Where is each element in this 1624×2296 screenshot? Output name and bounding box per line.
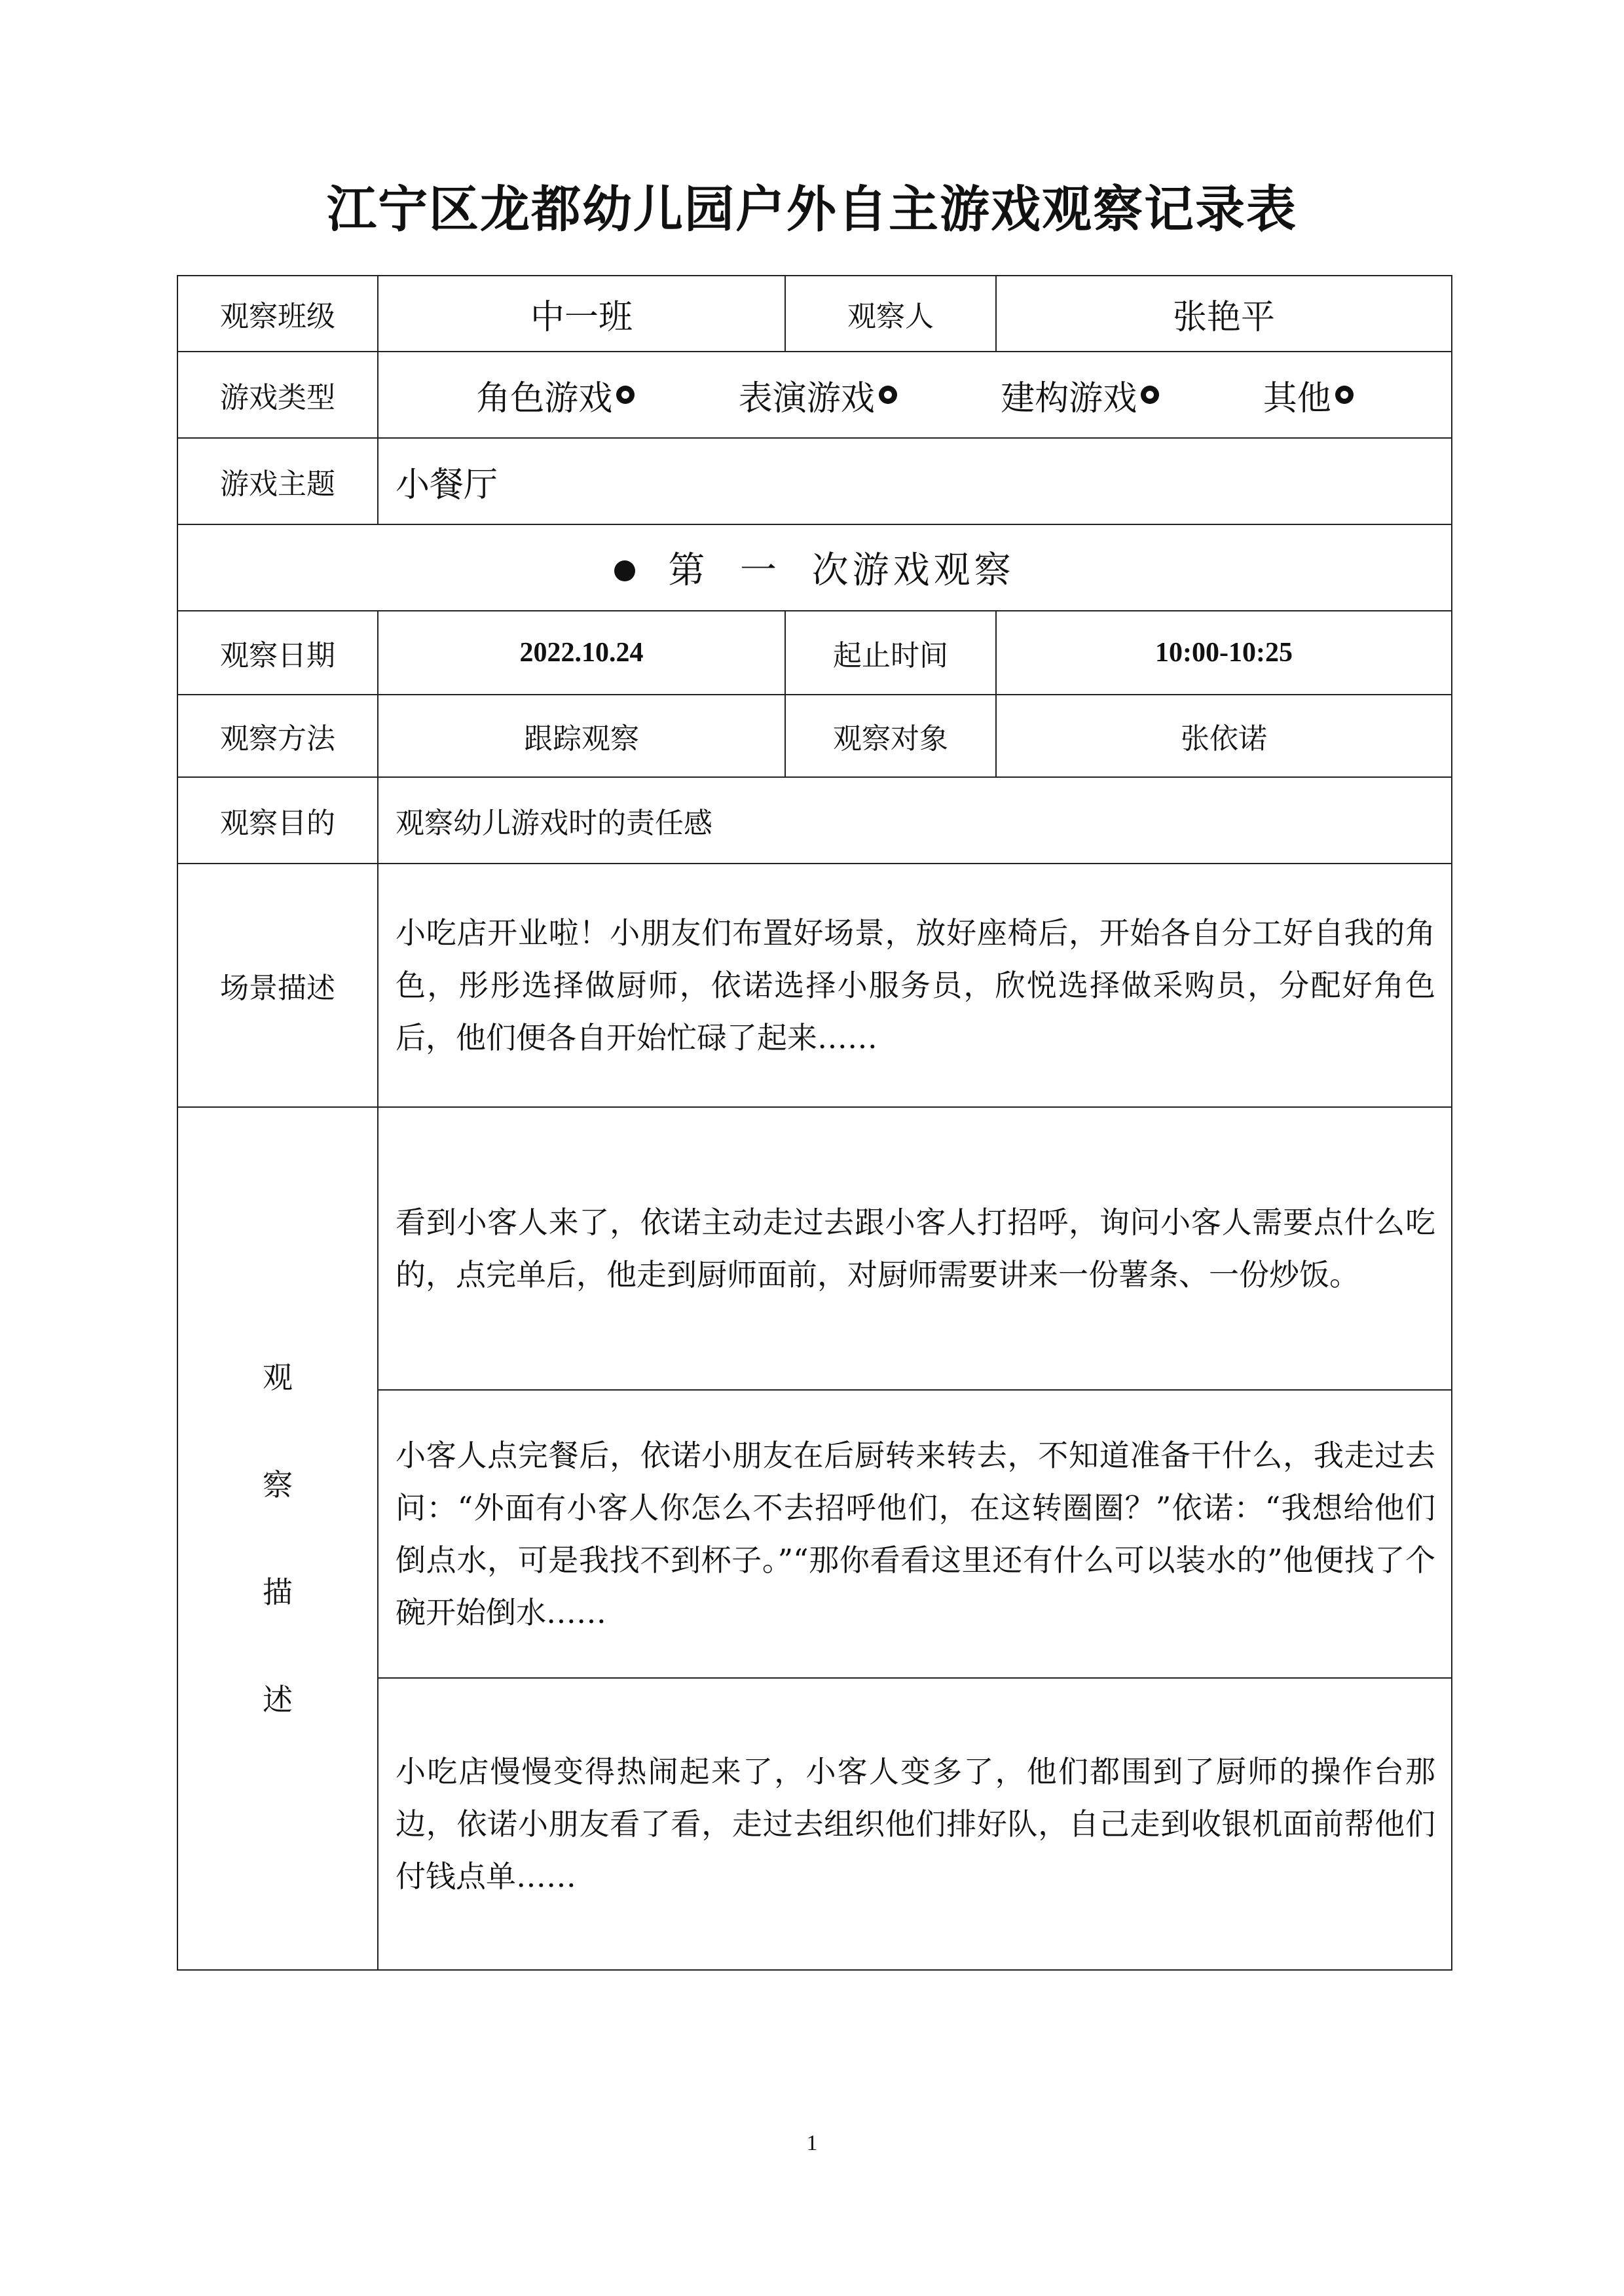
- game-type-option-other[interactable]: 其他: [1263, 371, 1354, 420]
- row-purpose: [177, 777, 1452, 864]
- value-theme: 小餐厅: [378, 438, 1452, 524]
- observation-paragraph-1: 看到小客人来了，依诺主动走过去跟小客人打招呼，询问小客人需要点什么吃的，点完单后，他走到厨师面前，对厨师需要讲来一份薯条、一份炒饭。: [378, 1107, 1452, 1390]
- row-class-observer: [177, 276, 1452, 352]
- row-session: [177, 524, 1452, 611]
- game-type-options: [378, 352, 1452, 438]
- value-purpose: 观察幼儿游戏时的责任感: [378, 777, 1452, 864]
- value-observer: 张艳平: [996, 276, 1452, 352]
- label-date: 观察日期: [177, 611, 378, 695]
- radio-icon: [879, 386, 897, 404]
- label-description: 观 察 描 述: [177, 1107, 378, 1970]
- session-heading: 第 一 次游戏观察: [177, 524, 1452, 611]
- observation-record-table: [177, 275, 1452, 1971]
- row-method-subject: [177, 695, 1452, 777]
- page-number: 1: [806, 2131, 818, 2155]
- value-time: 10:00-10:25: [996, 611, 1452, 695]
- row-scene: [177, 864, 1452, 1107]
- value-class: 中一班: [378, 276, 785, 352]
- observation-paragraph-3: 小吃店慢慢变得热闹起来了，小客人变多了，他们都围到了厨师的操作台那边，依诺小朋友看了看，走过去组织他们排好队，自己走到收银机面前帮他们付钱点单……: [378, 1678, 1452, 1970]
- label-subject: 观察对象: [785, 695, 996, 777]
- value-method: 跟踪观察: [378, 695, 785, 777]
- label-theme: 游戏主题: [177, 438, 378, 524]
- label-time: 起止时间: [785, 611, 996, 695]
- page-title: 江宁区龙都幼儿园户外自主游戏观察记录表: [327, 180, 1297, 238]
- label-class: 观察班级: [177, 276, 378, 352]
- radio-icon: [616, 386, 635, 404]
- label-method: 观察方法: [177, 695, 378, 777]
- value-scene: 小吃店开业啦！小朋友们布置好场景，放好座椅后，开始各自分工好自我的角色，彤彤选择做厨师，依诺选择小服务员，欣悦选择做采购员，分配好角色后，他们便各自开始忙碌了起来……: [378, 864, 1452, 1107]
- game-type-option-construction[interactable]: 建构游戏: [1001, 371, 1159, 420]
- row-game-type: [177, 352, 1452, 438]
- bullet-icon: [614, 560, 635, 581]
- label-game-type: 游戏类型: [177, 352, 378, 438]
- row-date-time: [177, 611, 1452, 695]
- row-observation-1: [177, 1107, 1452, 1390]
- row-theme: [177, 438, 1452, 524]
- radio-icon: [1335, 386, 1354, 404]
- label-scene: 场景描述: [177, 864, 378, 1107]
- game-type-option-performance[interactable]: 表演游戏: [739, 371, 897, 420]
- observation-paragraph-2: 小客人点完餐后，依诺小朋友在后厨转来转去，不知道准备干什么，我走过去问：“外面有小客人你怎么不去招呼他们，在这转圈圈？”依诺：“我想给他们倒点水，可是我找不到杯子。”“那你看看这里还有什么可以装水的”他便找了个碗开始倒水……: [378, 1390, 1452, 1678]
- game-type-option-role[interactable]: 角色游戏: [476, 371, 635, 420]
- label-observer: 观察人: [785, 276, 996, 352]
- radio-icon: [1141, 386, 1159, 404]
- value-subject: 张依诺: [996, 695, 1452, 777]
- value-date: 2022.10.24: [378, 611, 785, 695]
- label-purpose: 观察目的: [177, 777, 378, 864]
